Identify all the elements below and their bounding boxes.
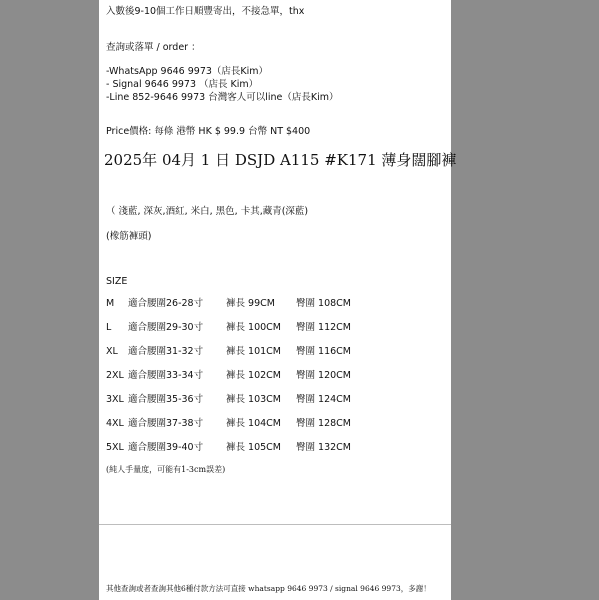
size-waist: 適合腰圍33-34寸 xyxy=(128,370,204,381)
contact-whatsapp: -WhatsApp 9646 9973（店長Kim） xyxy=(106,66,269,77)
size-length: 褲長 102CM xyxy=(226,370,281,381)
size-waist: 適合腰圍26-28寸 xyxy=(128,298,204,309)
waistband-note: (橡筋褲頭) xyxy=(106,231,152,242)
contact-line: -Line 852-9646 9973 台灣客人可以line（店長Kim） xyxy=(106,92,339,103)
product-title: 2025年 04月 1 日 DSJD A115 #K171 薄身闊腳褲 xyxy=(104,151,457,169)
size-label: 5XL xyxy=(106,442,124,453)
size-length: 褲長 104CM xyxy=(226,418,281,429)
size-length: 褲長 99CM xyxy=(226,298,275,309)
size-length: 褲長 101CM xyxy=(226,346,281,357)
size-hip: 臀圍 124CM xyxy=(296,394,351,405)
divider xyxy=(99,524,451,525)
size-waist: 適合腰圍37-38寸 xyxy=(128,418,204,429)
size-label: L xyxy=(106,322,112,333)
size-hip: 臀圍 116CM xyxy=(296,346,351,357)
price-line: Price價格: 每條 港幣 HK $ 99.9 台幣 NT $400 xyxy=(106,126,311,137)
size-label: 2XL xyxy=(106,370,124,381)
document-page xyxy=(99,0,457,600)
color-options: （ 淺藍, 深灰,酒紅, 米白, 黑色, 卡其,藏青(深藍) xyxy=(106,206,309,217)
size-waist: 適合腰圍39-40寸 xyxy=(128,442,204,453)
size-waist: 適合腰圍35-36寸 xyxy=(128,394,204,405)
size-length: 褲長 105CM xyxy=(226,442,281,453)
order-heading: 查詢或落單 / order ： xyxy=(106,42,201,53)
footer-contact-note: 其他查詢或者查詢其他6種付款方法可直接 whatsapp 9646 9973 / signal 9646 9973，多謝！ xyxy=(106,584,431,593)
size-waist: 適合腰圍31-32寸 xyxy=(128,346,204,357)
size-heading: SIZE xyxy=(106,276,128,287)
size-length: 褲長 103CM xyxy=(226,394,281,405)
shipping-note: 入數後9-10個工作日順豐寄出，不接急單，thx xyxy=(106,6,305,17)
contact-signal: - Signal 9646 9973 （店長 Kim） xyxy=(106,79,259,90)
size-hip: 臀圍 128CM xyxy=(296,418,351,429)
size-hip: 臀圍 120CM xyxy=(296,370,351,381)
size-hip: 臀圍 108CM xyxy=(296,298,351,309)
size-hip: 臀圍 112CM xyxy=(296,322,351,333)
size-waist: 適合腰圍29-30寸 xyxy=(128,322,204,333)
size-label: 3XL xyxy=(106,394,124,405)
size-label: M xyxy=(106,298,115,309)
size-hip: 臀圍 132CM xyxy=(296,442,351,453)
size-length: 褲長 100CM xyxy=(226,322,281,333)
size-label: XL xyxy=(106,346,118,357)
size-label: 4XL xyxy=(106,418,124,429)
measurement-note: (純人手量度，可能有1-3cm誤差) xyxy=(106,465,226,474)
